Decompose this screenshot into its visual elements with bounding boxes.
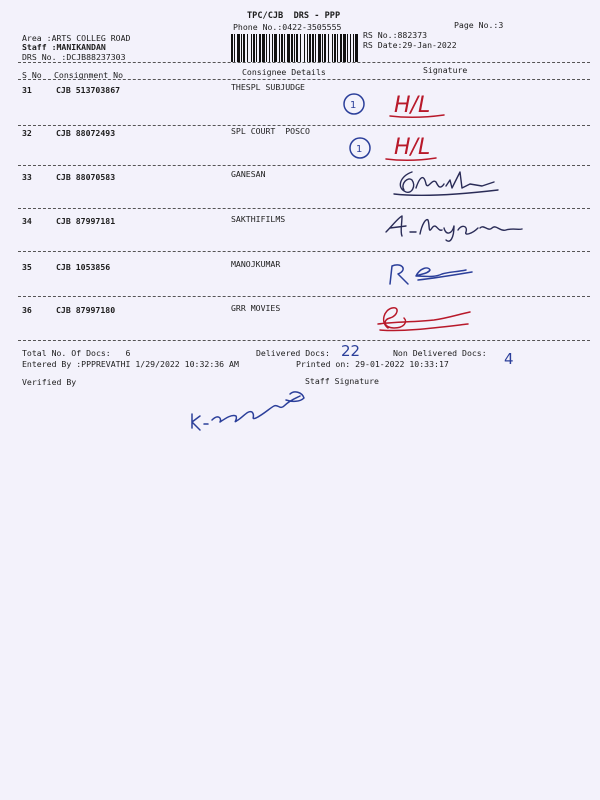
row-divider: [18, 340, 590, 341]
signature-image: [390, 164, 510, 204]
divider: [18, 79, 590, 80]
handwritten-mark: [340, 130, 450, 164]
row-sno: 31: [22, 85, 32, 95]
row-divider: [18, 251, 590, 252]
rs-date: RS Date:29-Jan-2022: [363, 40, 457, 50]
barcode-bar: [353, 34, 354, 62]
entered-by: Entered By :PPPREVATHI 1/29/2022 10:32:36 AM: [22, 359, 239, 369]
barcode-bar: [291, 34, 293, 62]
barcode-bar: [347, 34, 348, 62]
barcode-image: [231, 34, 358, 62]
barcode-bar: [281, 34, 283, 62]
barcode-bar: [272, 34, 273, 62]
col-consignment: Consignment No: [54, 70, 124, 80]
drs-number: DRS No. :DCJB88237303: [22, 52, 126, 62]
barcode-bar: [309, 34, 311, 62]
barcode-bar: [332, 34, 333, 62]
barcode-bar: [287, 34, 290, 62]
handwritten-hl: H/L: [394, 93, 431, 118]
barcode-bar: [350, 34, 351, 62]
barcode-bar: [296, 34, 298, 62]
circled-number: 1: [350, 100, 357, 111]
row-consignment: CJB 88070583: [56, 172, 116, 182]
barcode-bar: [318, 34, 321, 62]
row-consignee: THESPL SUBJUDGE: [231, 82, 305, 92]
barcode-bar: [304, 34, 305, 62]
row-divider: [18, 208, 590, 209]
barcode-bar: [312, 34, 314, 62]
barcode-bar: [231, 34, 233, 62]
barcode-bar: [269, 34, 270, 62]
page-number: Page No.:3: [454, 20, 504, 30]
staff-label: Staff :MANIKANDAN: [22, 42, 106, 52]
delivered-docs-value: 22: [341, 342, 361, 360]
handwritten-mark: [340, 88, 450, 122]
row-sno: 32: [22, 128, 32, 138]
row-consignee: MANOJKUMAR: [231, 259, 281, 269]
barcode-bar: [343, 34, 346, 62]
printed-on: Printed on: 29-01-2022 10:33:17: [296, 359, 449, 369]
barcode-bar: [300, 34, 301, 62]
barcode-bar: [253, 34, 255, 62]
row-consignee: SAKTHIFILMS: [231, 214, 286, 224]
phone-number: Phone No.:0422-3505555: [233, 22, 342, 32]
barcode-bar: [251, 34, 252, 62]
signature-image: [382, 210, 532, 246]
row-sno: 34: [22, 216, 32, 226]
barcode-bar: [307, 34, 308, 62]
barcode-bar: [337, 34, 338, 62]
staff-signature-label: Staff Signature: [305, 376, 379, 386]
barcode-bar: [315, 34, 316, 62]
row-consignee: GRR MOVIES: [231, 303, 281, 313]
row-consignee: SPL COURT POSCO: [231, 126, 310, 136]
area-label: Area :ARTS COLLEG ROAD: [22, 33, 131, 43]
barcode-bar: [322, 34, 323, 62]
document-title: TPC/CJB DRS - PPP: [247, 11, 341, 21]
barcode-bar: [340, 34, 342, 62]
barcode-bar: [324, 34, 326, 62]
rs-number: RS No.:882373: [363, 30, 428, 40]
staff-signature-image: [186, 388, 316, 436]
row-consignment: CJB 88072493: [56, 128, 116, 138]
col-sno: S No: [22, 70, 42, 80]
col-consignee: Consignee Details: [242, 67, 326, 77]
barcode-bar: [262, 34, 265, 62]
barcode-bar: [274, 34, 277, 62]
signature-image: [374, 298, 484, 338]
row-consignment: CJB 87997181: [56, 216, 116, 226]
row-consignee: GANESAN: [231, 169, 266, 179]
barcode-bar: [237, 34, 240, 62]
col-signature: Signature: [423, 65, 468, 75]
barcode-bar: [334, 34, 336, 62]
delivered-docs-label: Delivered Docs:: [256, 348, 330, 358]
barcode-bar: [355, 34, 358, 62]
total-docs: Total No. Of Docs: 6: [22, 348, 131, 358]
barcode-bar: [234, 34, 235, 62]
non-delivered-docs-value: 4: [504, 350, 514, 368]
signature-image: [386, 258, 486, 290]
row-consignment: CJB 87997180: [56, 305, 116, 315]
barcode-bar: [241, 34, 242, 62]
row-sno: 33: [22, 172, 32, 182]
row-sno: 35: [22, 262, 32, 272]
barcode-bar: [243, 34, 245, 62]
barcode-bar: [247, 34, 248, 62]
barcode-bar: [294, 34, 295, 62]
divider: [18, 62, 590, 63]
row-consignment: CJB 513703867: [56, 85, 121, 95]
barcode-bar: [328, 34, 329, 62]
verified-by-label: Verified By: [22, 377, 77, 387]
barcode-bar: [266, 34, 267, 62]
row-consignment: CJB 1053856: [56, 262, 111, 272]
barcode-bar: [259, 34, 261, 62]
non-delivered-docs-label: Non Delivered Docs:: [393, 348, 487, 358]
row-divider: [18, 296, 590, 297]
barcode-bar: [256, 34, 257, 62]
circled-number: 1: [356, 144, 363, 155]
barcode-bar: [284, 34, 285, 62]
barcode-bar: [279, 34, 280, 62]
row-sno: 36: [22, 305, 32, 315]
handwritten-hl: H/L: [394, 135, 431, 160]
